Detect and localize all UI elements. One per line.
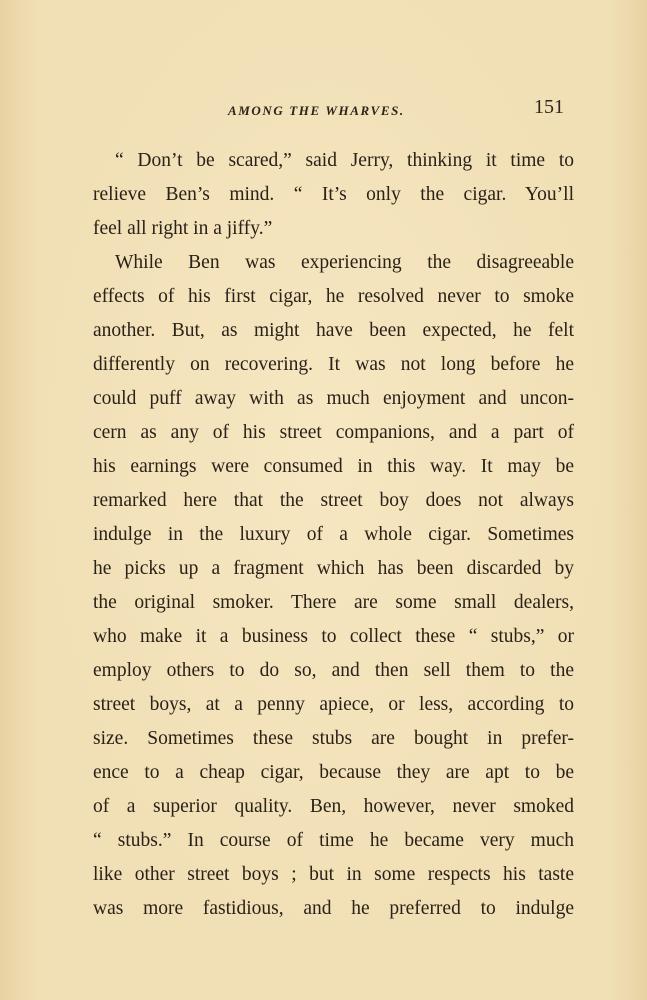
text-line: street boys, at a penny apiece, or less, according to <box>93 694 574 715</box>
text-line: “ Don’t be scared,” said Jerry, thinking it time to <box>115 150 574 171</box>
text-line: effects of his first cigar, he resolved never to smoke <box>93 286 574 307</box>
text-line: could puff away with as much enjoyment and uncon- <box>93 388 574 409</box>
text-line: he picks up a fragment which has been discarded by <box>93 558 574 579</box>
text-line: feel all right in a jiffy.” <box>93 218 273 239</box>
text-line: the original smoker. There are some small dealers, <box>93 592 574 613</box>
text-line: remarked here that the street boy does not always <box>93 490 574 511</box>
text-line: of a superior quality. Ben, however, never smoked <box>93 796 574 817</box>
text-line: ence to a cheap cigar, because they are apt to be <box>93 762 574 783</box>
text-line: like other street boys ; but in some respects his taste <box>93 864 574 885</box>
body-text <box>93 144 574 926</box>
text-line: While Ben was experiencing the disagreeable <box>115 252 574 273</box>
text-line: his earnings were consumed in this way. It may be <box>93 456 574 477</box>
text-line: relieve Ben’s mind. “ It’s only the cigar. You’ll <box>93 184 574 205</box>
text-line: employ others to do so, and then sell them to the <box>93 660 574 681</box>
text-line: was more fastidious, and he preferred to indulge <box>93 898 574 919</box>
text-line: another. But, as might have been expected, he felt <box>93 320 574 341</box>
text-line: indulge in the luxury of a whole cigar. Sometimes <box>93 524 574 545</box>
running-title: AMONG THE WHARVES. <box>228 103 405 118</box>
text-line: differently on recovering. It was not long before he <box>93 354 574 375</box>
text-line: size. Sometimes these stubs are bought in prefer- <box>93 728 574 749</box>
text-line: who make it a business to collect these “ stubs,” or <box>93 626 574 647</box>
page-number: 151 <box>534 96 564 118</box>
text-line: “ stubs.” In course of time he became very much <box>93 830 574 851</box>
text-line: cern as any of his street companions, and a part of <box>93 422 574 443</box>
